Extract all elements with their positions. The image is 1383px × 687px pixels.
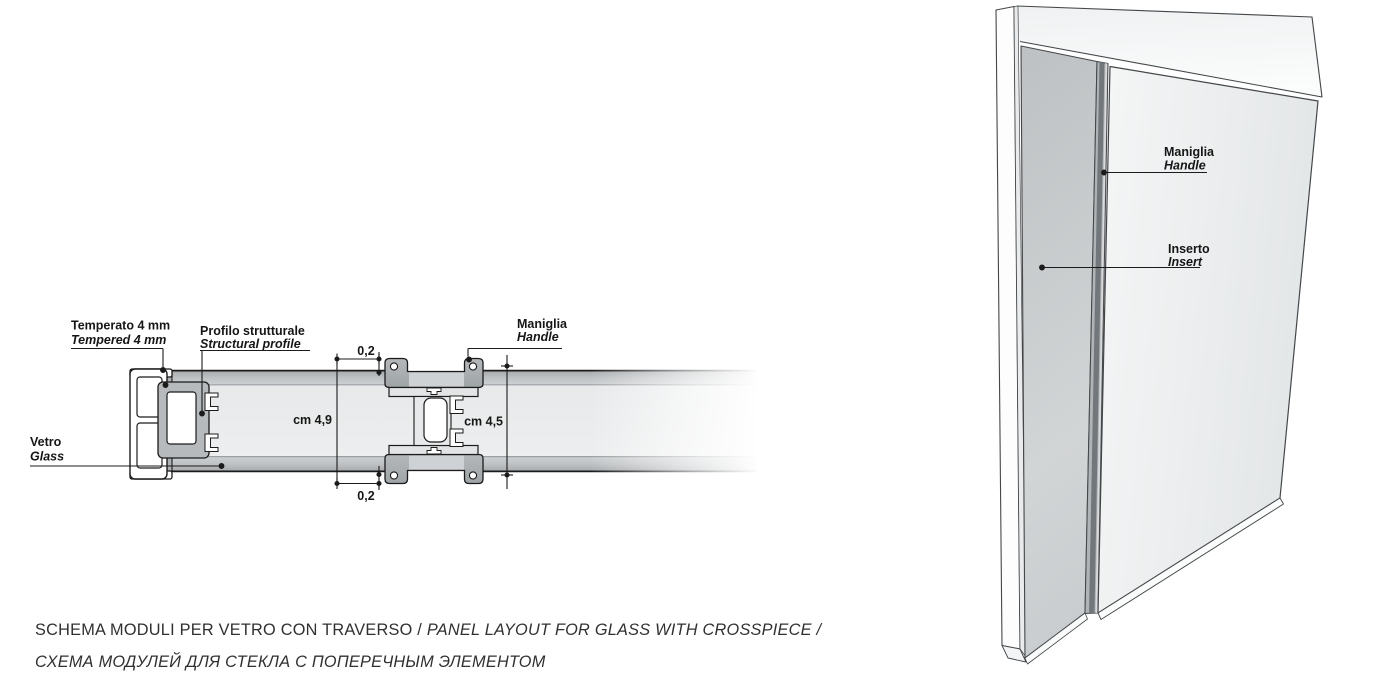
panel-3d-illustration	[996, 6, 1322, 664]
screw-channel-hole	[469, 363, 476, 370]
cross-section-diagram	[30, 317, 760, 504]
screw-channel-hole	[469, 472, 476, 479]
caption-line-1	[35, 615, 955, 647]
label-tempered-it: Temperato 4 mm	[71, 318, 171, 333]
label-tempered-en: Tempered 4 mm	[71, 333, 167, 347]
section-fade	[590, 352, 760, 504]
label-handle-3d-en: Handle	[1164, 158, 1206, 173]
caption-line-2	[35, 647, 955, 679]
screw-channel-hole	[390, 472, 397, 479]
label-insert-3d-it: Inserto	[1168, 242, 1210, 256]
caption	[35, 615, 955, 678]
label-insert-3d-en: Insert	[1168, 255, 1203, 269]
caption-english: PANEL LAYOUT FOR GLASS WITH CROSSPIECE /	[426, 621, 822, 639]
dim-crosspiece-thickness-value: cm 4,5	[464, 414, 503, 429]
label-handle-3d-it: Maniglia	[1164, 145, 1215, 159]
label-structural-en: Structural profile	[200, 337, 301, 351]
glass-pane-bottom-left	[163, 457, 385, 471]
dim-offset-top-value: 0,2	[357, 344, 375, 358]
label-glass-it: Vetro	[30, 435, 62, 449]
crosspiece-chamber	[424, 398, 447, 442]
dim-module-thickness-value: cm 4,9	[293, 413, 332, 427]
label-handle-section-en: Handle	[517, 330, 559, 344]
label-structural-it: Profilo strutturale	[200, 324, 305, 338]
dim-offset-bottom-value: 0,2	[357, 489, 375, 503]
label-glass-en: Glass	[30, 449, 65, 464]
caption-russian: СХЕМА МОДУЛЕЙ ДЛЯ СТЕКЛА С ПОПЕРЕЧНЫМ ЭЛЕМЕНТОМ	[35, 652, 546, 671]
caption-italian: SCHEMA MODULI PER VETRO CON TRAVERSO /	[35, 621, 427, 639]
structural-profile-chamber	[167, 392, 196, 444]
label-handle-section-it: Maniglia	[517, 317, 568, 331]
screw-channel-hole	[390, 363, 397, 370]
